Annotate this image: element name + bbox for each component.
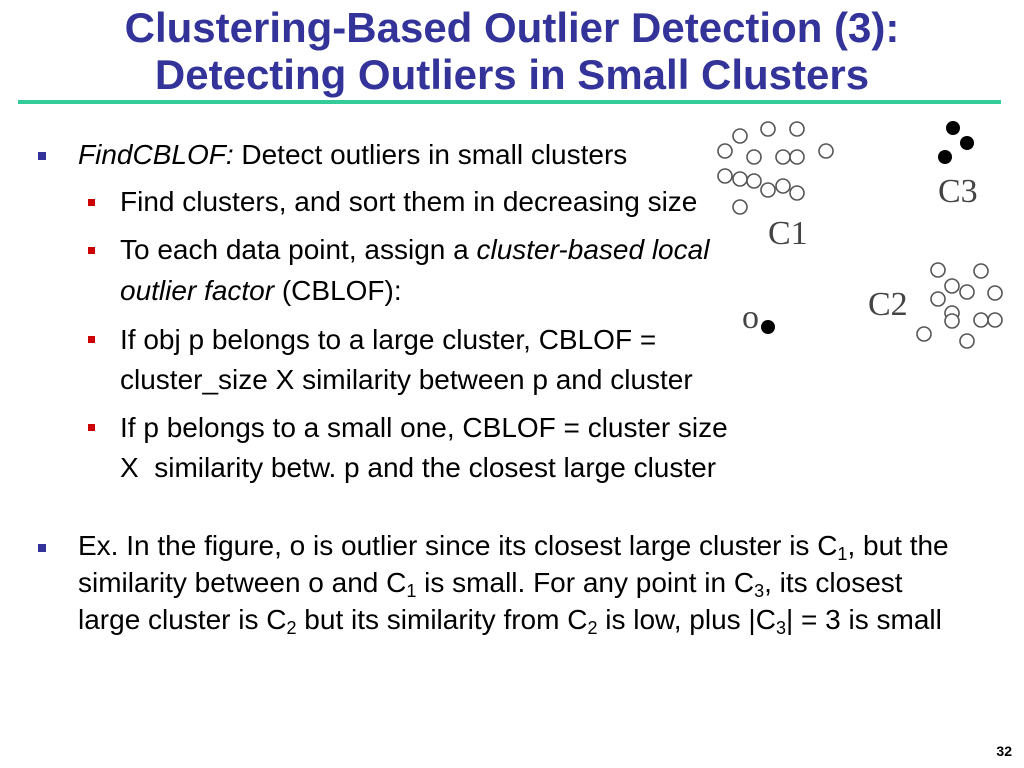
c3-label: C3 [938, 173, 978, 210]
subscript: 2 [587, 618, 598, 638]
step-text: cluster_size X similarity between p and cluster [120, 364, 693, 395]
subscript: 3 [775, 618, 786, 638]
step-find-clusters [120, 186, 697, 218]
c1-point [733, 129, 747, 143]
cluster-c2 [917, 263, 1002, 348]
subscript: 1 [406, 581, 417, 601]
c2-point [931, 263, 945, 277]
subscript: 2 [286, 618, 297, 638]
c2-point [945, 279, 959, 293]
step-assign-cblof-line-1 [120, 234, 709, 266]
c1-point [747, 150, 761, 164]
example-text: , its closest [764, 567, 903, 598]
step-small-cluster-line-2 [120, 452, 716, 484]
square-bullet-icon [38, 544, 46, 552]
findcblof-text: Detect outliers in small clusters [233, 139, 628, 170]
outlier-point [761, 320, 775, 334]
example-text: large cluster is C [78, 604, 287, 635]
c2-point [917, 327, 931, 341]
title-line-2: Detecting Outliers in Small Clusters [154, 51, 870, 98]
findcblof-term: FindCBLOF: [78, 139, 234, 170]
c1-point [790, 122, 804, 136]
c1-point [819, 144, 833, 158]
step-text: X similarity betw. p and the closest large cluster [120, 452, 717, 483]
cluster-c3 [938, 121, 974, 164]
subscript: 3 [754, 581, 765, 601]
c1-point [761, 183, 775, 197]
example-text: | = 3 is small [785, 604, 942, 635]
c1-point [718, 169, 732, 183]
c1-point [747, 174, 761, 188]
title-underline-rule [18, 100, 1001, 104]
c1-point [718, 144, 732, 158]
c2-point [974, 313, 988, 327]
c1-point [790, 150, 804, 164]
subscript: 1 [837, 544, 848, 564]
c3-point [960, 136, 974, 150]
c1-point [761, 122, 775, 136]
example-line-3 [78, 604, 942, 636]
step-assign-cblof-line-2 [120, 275, 402, 307]
c1-point [733, 172, 747, 186]
example-line-1 [78, 530, 949, 562]
square-bullet-icon [88, 336, 95, 343]
example-text: Ex. In the figure, o is outlier since its closest large cluster is C [78, 530, 838, 561]
step-large-cluster-line-2 [120, 364, 693, 396]
slide-title [0, 4, 1024, 98]
c2-point [988, 313, 1002, 327]
example-text: , but the [847, 530, 949, 561]
c2-point [945, 314, 959, 328]
step-text: Find clusters, and sort them in decreasing size [120, 186, 698, 217]
step-small-cluster-line-1 [120, 412, 728, 444]
c2-point [974, 264, 988, 278]
c2-point [931, 292, 945, 306]
c3-point [938, 150, 952, 164]
c2-label: C2 [868, 286, 908, 323]
example-text: is low, plus |C [597, 604, 776, 635]
step-text: To each data point, assign a [120, 234, 477, 265]
step-text: If p belongs to a small one, CBLOF = cluster size [120, 412, 728, 443]
title-line-1: Clustering-Based Outlier Detection (3): [124, 4, 900, 51]
example-text: is small. For any point in C [416, 567, 755, 598]
c3-point [946, 121, 960, 135]
outlier-label: o [742, 299, 759, 336]
c1-point [776, 150, 790, 164]
example-line-2 [78, 567, 903, 599]
c2-point [960, 285, 974, 299]
c1-point [733, 200, 747, 214]
cluster-c1 [718, 122, 833, 214]
square-bullet-icon [88, 247, 95, 254]
c1-point [790, 186, 804, 200]
bullet-findcblof [78, 139, 627, 171]
step-emphasis: cluster-based local [476, 234, 710, 265]
example-text: but its similarity from C [296, 604, 588, 635]
cluster-figure [700, 110, 1020, 360]
example-text: similarity between o and C [78, 567, 407, 598]
step-text: If obj p belongs to a large cluster, CBLOF = [120, 324, 657, 355]
page-number: 32 [996, 743, 1012, 759]
square-bullet-icon [88, 199, 95, 206]
square-bullet-icon [88, 424, 95, 431]
square-bullet-icon [38, 152, 46, 160]
c2-point [988, 286, 1002, 300]
step-large-cluster-line-1 [120, 324, 656, 356]
c1-label: C1 [768, 215, 808, 252]
step-emphasis: outlier factor [120, 275, 275, 306]
step-text: (CBLOF): [274, 275, 402, 306]
c2-point [960, 334, 974, 348]
c1-point [776, 179, 790, 193]
